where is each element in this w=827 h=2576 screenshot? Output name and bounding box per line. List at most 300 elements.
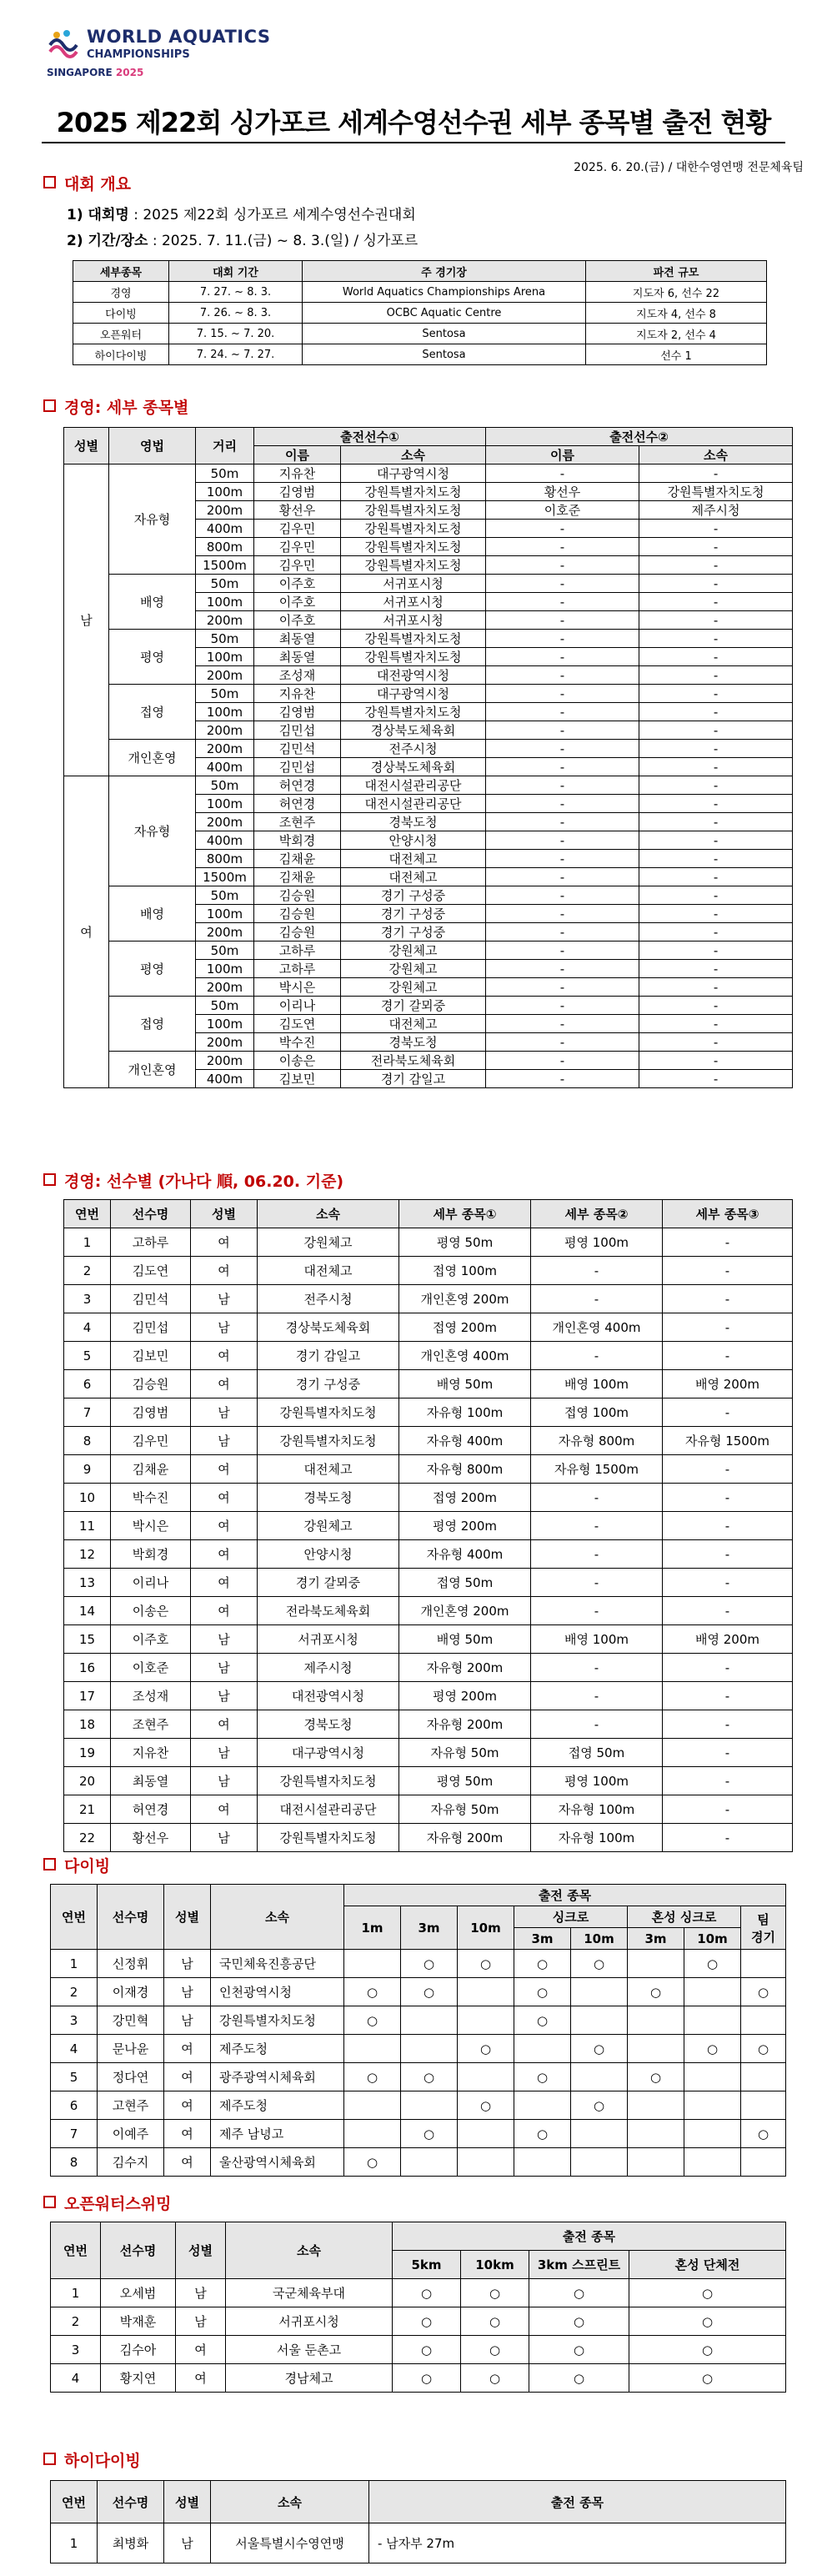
info-label: 2) 기간/장소 — [67, 233, 148, 249]
table-cell: 대전체고 — [341, 868, 486, 886]
table-cell: 200m — [196, 1052, 254, 1070]
table-cell: - — [531, 1512, 663, 1540]
table-cell: - — [663, 1569, 793, 1597]
table-cell — [741, 2063, 786, 2091]
document-title: 2025 제22회 싱가포르 세계수영선수권 세부 종목별 출전 현황 — [56, 107, 771, 138]
table-row — [51, 1978, 786, 2006]
table-cell: 6 — [64, 1370, 111, 1398]
table-cell: 이리나 — [111, 1569, 191, 1597]
championships-logo — [47, 23, 271, 90]
col-header-gender: 성별 — [164, 2481, 211, 2523]
table-cell: - — [486, 464, 639, 483]
table-cell: 김채윤 — [111, 1455, 191, 1484]
table-cell: 자유형 800m — [399, 1455, 531, 1484]
info-label: 1) 대회명 — [67, 207, 129, 223]
table-cell: - — [663, 1484, 793, 1512]
table-cell: 접영 50m — [399, 1569, 531, 1597]
table-cell: - — [486, 703, 639, 721]
table-row — [51, 2364, 786, 2393]
team-event-line-2: 경기 — [751, 1929, 776, 1945]
table-cell: - — [486, 923, 639, 942]
logo-city: SINGAPORE — [47, 67, 113, 78]
table-cell: 지도자 4, 선수 8 — [586, 303, 767, 324]
table-cell: 김민석 — [111, 1285, 191, 1313]
table-cell: ○ — [514, 1950, 571, 1978]
col-header: 주 경기장 — [303, 261, 586, 282]
table-cell: 전라북도체육회 — [341, 1052, 486, 1070]
table-cell: World Aquatics Championships Arena — [303, 282, 586, 303]
table-cell: - — [486, 831, 639, 850]
table-cell: - — [639, 831, 793, 850]
table-row — [64, 575, 793, 593]
table-cell: 평영 50m — [399, 1228, 531, 1257]
table-cell — [458, 2148, 514, 2177]
col-header: 세부 종목② — [531, 1200, 663, 1228]
table-cell: 400m — [196, 831, 254, 850]
table-cell: 제주시청 — [639, 501, 793, 520]
table-row — [64, 1569, 793, 1597]
table-cell: ○ — [401, 2120, 458, 2148]
table-cell: 강민혁 — [98, 2006, 164, 2035]
table-cell — [514, 2091, 571, 2120]
table-cell: 자유형 100m — [399, 1398, 531, 1427]
table-cell: 박회경 — [254, 831, 341, 850]
table-cell: ○ — [514, 2120, 571, 2148]
square-bullet-icon — [43, 2196, 56, 2208]
table-cell: 최동열 — [254, 630, 341, 648]
table-cell: - — [486, 942, 639, 960]
table-cell: 경기 구성중 — [341, 923, 486, 942]
col-header: 대회 기간 — [169, 261, 303, 282]
col-header-team: 소속 — [639, 446, 793, 464]
table-cell: - — [486, 850, 639, 868]
table-cell: ○ — [684, 2035, 741, 2063]
table-cell: 2 — [64, 1257, 111, 1285]
table-cell: 200m — [196, 501, 254, 520]
table-cell: - — [639, 703, 793, 721]
table-cell: 지유찬 — [111, 1739, 191, 1767]
info-value: : 2025 제22회 싱가포르 세계수영선수권대회 — [128, 207, 416, 223]
table-cell: 800m — [196, 850, 254, 868]
table-cell: 여 — [164, 2035, 211, 2063]
table-cell: 경북도청 — [341, 1033, 486, 1052]
table-cell: 배영 200m — [663, 1370, 793, 1398]
table-cell: 박수진 — [111, 1484, 191, 1512]
table-cell: - — [486, 1015, 639, 1033]
table-cell: 박회경 — [111, 1540, 191, 1569]
table-cell: 평영 200m — [399, 1682, 531, 1710]
table-cell: - — [486, 776, 639, 795]
high-diving-table — [50, 2480, 786, 2563]
table-cell: 남 — [191, 1398, 258, 1427]
table-cell: ○ — [458, 1950, 514, 1978]
table-cell: 선수 1 — [586, 344, 767, 365]
table-cell: 고현주 — [98, 2091, 164, 2120]
table-cell: 경상북도체육회 — [341, 758, 486, 776]
table-cell: 강원특별자치도청 — [258, 1427, 399, 1455]
table-cell: ○ — [393, 2307, 461, 2336]
table-header-row — [73, 261, 767, 282]
table-cell — [344, 2091, 401, 2120]
section-heading-swimming-by-event — [43, 395, 188, 418]
table-row — [51, 2307, 786, 2336]
table-cell: 전주시청 — [341, 740, 486, 758]
section-heading-high-diving — [43, 2448, 141, 2471]
col-header: 성별 — [191, 1200, 258, 1228]
table-row — [64, 740, 793, 758]
table-cell: 남 — [191, 1739, 258, 1767]
table-cell — [628, 2035, 684, 2063]
table-cell: 김영범 — [111, 1398, 191, 1427]
table-cell: 자유형 800m — [531, 1427, 663, 1455]
table-cell — [628, 2006, 684, 2035]
table-cell: - — [486, 611, 639, 630]
table-cell: 김수지 — [98, 2148, 164, 2177]
table-cell: Sentosa — [303, 324, 586, 344]
table-cell: 이주호 — [254, 611, 341, 630]
event-name-line — [67, 203, 416, 223]
table-cell — [344, 2035, 401, 2063]
table-cell: ○ — [529, 2307, 629, 2336]
table-cell: - — [531, 1710, 663, 1739]
table-cell: 안양시청 — [258, 1540, 399, 1569]
col-header-sync-10m: 10m — [571, 1928, 628, 1950]
table-cell: 오세범 — [101, 2279, 176, 2307]
table-cell: - — [639, 1015, 793, 1033]
title-divider — [42, 142, 785, 143]
table-row — [64, 1285, 793, 1313]
table-cell: 대구광역시청 — [258, 1739, 399, 1767]
table-row — [64, 1654, 793, 1682]
col-header: 세부 종목③ — [663, 1200, 793, 1228]
square-bullet-icon — [43, 2453, 56, 2465]
table-cell: 이송은 — [111, 1597, 191, 1625]
table-cell: 경상북도체육회 — [341, 721, 486, 740]
table-cell: 여 — [191, 1370, 258, 1398]
table-cell: 3 — [64, 1285, 111, 1313]
col-header: 세부종목 — [73, 261, 169, 282]
table-cell — [401, 2091, 458, 2120]
table-cell — [741, 2091, 786, 2120]
table-cell: ○ — [629, 2279, 786, 2307]
section-title: 경영: 세부 종목별 — [64, 399, 189, 417]
table-cell: 경북도청 — [258, 1484, 399, 1512]
table-cell: - — [531, 1285, 663, 1313]
table-cell: 접영 100m — [399, 1257, 531, 1285]
table-row — [73, 324, 767, 344]
table-cell — [514, 2035, 571, 2063]
diving-table — [50, 1884, 786, 2177]
table-row — [64, 1228, 793, 1257]
date-author-line: 2025. 6. 20.(금) / 대한수영연맹 전문체육팀 — [574, 161, 804, 174]
table-cell: 200m — [196, 721, 254, 740]
table-cell: 3 — [51, 2006, 98, 2035]
table-cell: 서귀포시청 — [258, 1625, 399, 1654]
table-cell: 김채윤 — [254, 868, 341, 886]
table-row — [64, 1739, 793, 1767]
table-cell: 5 — [51, 2063, 98, 2091]
table-cell: 조성재 — [254, 666, 341, 685]
table-cell: 남 — [191, 1767, 258, 1795]
table-cell: 7. 24. ~ 7. 27. — [169, 344, 303, 365]
table-cell: - — [486, 593, 639, 611]
table-cell: 대전체고 — [258, 1257, 399, 1285]
table-cell: - — [639, 795, 793, 813]
logo-line-3 — [47, 67, 143, 78]
table-cell: - — [531, 1484, 663, 1512]
table-cell: ○ — [393, 2364, 461, 2393]
section-title: 경영: 선수별 (가나다 順, 06.20. 기준) — [64, 1173, 344, 1191]
table-cell: - — [663, 1313, 793, 1342]
table-cell: 황선우 — [111, 1824, 191, 1852]
section-title: 대회 개요 — [64, 175, 132, 193]
table-cell: ○ — [571, 1950, 628, 1978]
table-cell: 박수진 — [254, 1033, 341, 1052]
table-cell: 강원체고 — [341, 978, 486, 997]
table-cell: 대전시설관리공단 — [341, 776, 486, 795]
table-cell: - — [486, 960, 639, 978]
table-cell: 여 — [191, 1597, 258, 1625]
table-cell: 200m — [196, 978, 254, 997]
table-cell: 7. 15. ~ 7. 20. — [169, 324, 303, 344]
table-cell: - — [639, 758, 793, 776]
table-cell: 대전시설관리공단 — [341, 795, 486, 813]
table-cell: 자유형 50m — [399, 1795, 531, 1824]
table-cell: ○ — [529, 2364, 629, 2393]
logo-line-2: CHAMPIONSHIPS — [87, 48, 190, 61]
table-cell: 조성재 — [111, 1682, 191, 1710]
table-cell: 황선우 — [486, 483, 639, 501]
table-cell: 22 — [64, 1824, 111, 1852]
table-cell: 김도연 — [111, 1257, 191, 1285]
table-cell: 4 — [51, 2035, 98, 2063]
table-cell: 50m — [196, 575, 254, 593]
table-cell — [684, 2148, 741, 2177]
table-cell: - — [663, 1739, 793, 1767]
col-header-team: 소속 — [226, 2222, 393, 2279]
table-cell: - — [639, 942, 793, 960]
table-cell: 남 — [191, 1682, 258, 1710]
col-header-stroke: 영법 — [109, 428, 196, 464]
table-cell — [458, 2006, 514, 2035]
table-cell: 자유형 100m — [531, 1795, 663, 1824]
table-cell: 허연경 — [254, 795, 341, 813]
table-cell: - — [663, 1342, 793, 1370]
table-cell: 박시은 — [111, 1512, 191, 1540]
table-cell: 문나윤 — [98, 2035, 164, 2063]
table-cell — [571, 2006, 628, 2035]
col-header-no: 연번 — [51, 2222, 101, 2279]
table-cell: 김민섭 — [254, 721, 341, 740]
stroke-cell: 배영 — [109, 886, 196, 942]
table-cell — [684, 2006, 741, 2035]
table-cell: - — [486, 1070, 639, 1088]
table-row — [64, 1512, 793, 1540]
table-cell: 박재훈 — [101, 2307, 176, 2336]
table-cell: - — [486, 538, 639, 556]
table-cell: 김보민 — [254, 1070, 341, 1088]
section-title: 다이빙 — [64, 1857, 111, 1876]
table-cell: - — [663, 1512, 793, 1540]
table-cell: 지유찬 — [254, 464, 341, 483]
table-row — [73, 303, 767, 324]
table-cell: - — [639, 575, 793, 593]
table-cell: 이주호 — [254, 575, 341, 593]
table-cell: 김민석 — [254, 740, 341, 758]
table-cell: 자유형 400m — [399, 1540, 531, 1569]
table-cell: - — [486, 1052, 639, 1070]
table-cell: ○ — [393, 2279, 461, 2307]
table-cell: - — [486, 758, 639, 776]
table-cell — [741, 1950, 786, 1978]
table-cell: - — [531, 1257, 663, 1285]
table-cell: 18 — [64, 1710, 111, 1739]
table-cell: 남 — [191, 1313, 258, 1342]
table-row — [64, 997, 793, 1015]
table-cell: 17 — [64, 1682, 111, 1710]
table-cell: 800m — [196, 538, 254, 556]
table-cell: 여 — [176, 2336, 226, 2364]
table-cell: 서울특별시수영연맹 — [211, 2523, 369, 2563]
table-cell: 남 — [191, 1654, 258, 1682]
table-cell: 배영 50m — [399, 1625, 531, 1654]
square-bullet-icon — [43, 176, 56, 188]
table-cell: - — [531, 1654, 663, 1682]
table-cell — [344, 2120, 401, 2148]
table-row — [64, 1398, 793, 1427]
table-cell: ○ — [741, 1978, 786, 2006]
stroke-cell: 자유형 — [109, 776, 196, 886]
table-cell: 2 — [51, 1978, 98, 2006]
table-row — [64, 1625, 793, 1654]
period-venue-line — [67, 228, 418, 249]
table-cell: 대전광역시청 — [341, 666, 486, 685]
table-cell: - — [663, 1824, 793, 1852]
col-header: 파견 규모 — [586, 261, 767, 282]
table-cell: 접영 50m — [531, 1739, 663, 1767]
table-cell: 12 — [64, 1540, 111, 1569]
col-header-gender: 성별 — [64, 428, 109, 464]
col-header-mixed-3m: 3m — [628, 1928, 684, 1950]
table-cell: 평영 200m — [399, 1512, 531, 1540]
col-header: 세부 종목① — [399, 1200, 531, 1228]
square-bullet-icon — [43, 1858, 56, 1870]
col-header-gender: 성별 — [164, 1885, 211, 1950]
table-cell: 김민섭 — [254, 758, 341, 776]
col-header: 선수명 — [111, 1200, 191, 1228]
table-cell: 최동열 — [111, 1767, 191, 1795]
table-header-row — [51, 2222, 786, 2251]
table-cell: - — [486, 520, 639, 538]
table-cell: 4 — [64, 1313, 111, 1342]
col-header-team-event — [741, 1906, 786, 1950]
table-cell — [514, 2148, 571, 2177]
col-header-entry-1: 출전선수① — [254, 428, 486, 446]
table-row — [64, 1710, 793, 1739]
team-cell: 제주 남녕고 — [211, 2120, 344, 2148]
table-cell: - — [639, 556, 793, 575]
table-cell: 경기 갈뫼중 — [341, 997, 486, 1015]
overview-table — [73, 260, 767, 365]
col-header-no: 연번 — [51, 1885, 98, 1950]
table-cell: 여 — [164, 2148, 211, 2177]
table-cell: 50m — [196, 886, 254, 905]
table-cell: 7 — [51, 2120, 98, 2148]
table-cell — [571, 2063, 628, 2091]
table-cell: 여 — [191, 1512, 258, 1540]
table-cell: 400m — [196, 758, 254, 776]
table-cell: 대전체고 — [258, 1455, 399, 1484]
table-cell: 15 — [64, 1625, 111, 1654]
col-header-team: 소속 — [211, 1885, 344, 1950]
table-cell: 평영 100m — [531, 1767, 663, 1795]
table-cell: - — [486, 685, 639, 703]
table-cell: 강원특별자치도청 — [341, 501, 486, 520]
gender-cell: 여 — [64, 776, 109, 1088]
table-cell: 대전체고 — [341, 1015, 486, 1033]
table-cell: 100m — [196, 960, 254, 978]
table-cell: 황선우 — [254, 501, 341, 520]
table-cell: - — [531, 1597, 663, 1625]
table-cell — [628, 2148, 684, 2177]
square-bullet-icon — [43, 399, 56, 412]
team-cell: 국민체육진흥공단 — [211, 1950, 344, 1978]
table-cell: 여 — [191, 1795, 258, 1824]
table-cell: 오픈워터 — [73, 324, 169, 344]
table-cell: 1 — [51, 2523, 98, 2563]
team-event-line-1: 팀 — [757, 1911, 769, 1927]
table-cell: 남 — [191, 1625, 258, 1654]
table-cell: 남 — [164, 2006, 211, 2035]
col-header-name: 선수명 — [101, 2222, 176, 2279]
table-cell: - — [663, 1682, 793, 1710]
table-cell: - — [639, 630, 793, 648]
table-cell: 남 — [164, 1950, 211, 1978]
col-header-gender: 성별 — [176, 2222, 226, 2279]
table-cell: 김승원 — [254, 905, 341, 923]
col-header-10km: 10km — [461, 2251, 529, 2279]
table-cell: ○ — [514, 2006, 571, 2035]
table-cell: 전주시청 — [258, 1285, 399, 1313]
table-cell — [458, 2120, 514, 2148]
table-cell: 평영 50m — [399, 1767, 531, 1795]
table-cell: 2 — [51, 2307, 101, 2336]
table-cell: ○ — [458, 2091, 514, 2120]
table-cell: ○ — [393, 2336, 461, 2364]
table-row — [51, 1950, 786, 1978]
table-row — [64, 1370, 793, 1398]
table-cell: 허연경 — [254, 776, 341, 795]
wave-logo-icon — [47, 27, 80, 60]
table-cell: 여 — [191, 1455, 258, 1484]
table-row — [64, 1597, 793, 1625]
table-cell: - — [486, 740, 639, 758]
table-cell: 여 — [191, 1540, 258, 1569]
table-row — [64, 1427, 793, 1455]
table-cell — [628, 2091, 684, 2120]
table-cell: - — [486, 978, 639, 997]
table-cell: 남 — [164, 1978, 211, 2006]
table-row — [64, 1682, 793, 1710]
table-cell: 이호준 — [486, 501, 639, 520]
table-cell: ○ — [741, 2120, 786, 2148]
col-header-team: 소속 — [341, 446, 486, 464]
table-cell: 100m — [196, 483, 254, 501]
table-cell: 신정휘 — [98, 1950, 164, 1978]
table-cell: 50m — [196, 464, 254, 483]
table-cell: 김우민 — [254, 538, 341, 556]
table-cell: 김승원 — [254, 923, 341, 942]
